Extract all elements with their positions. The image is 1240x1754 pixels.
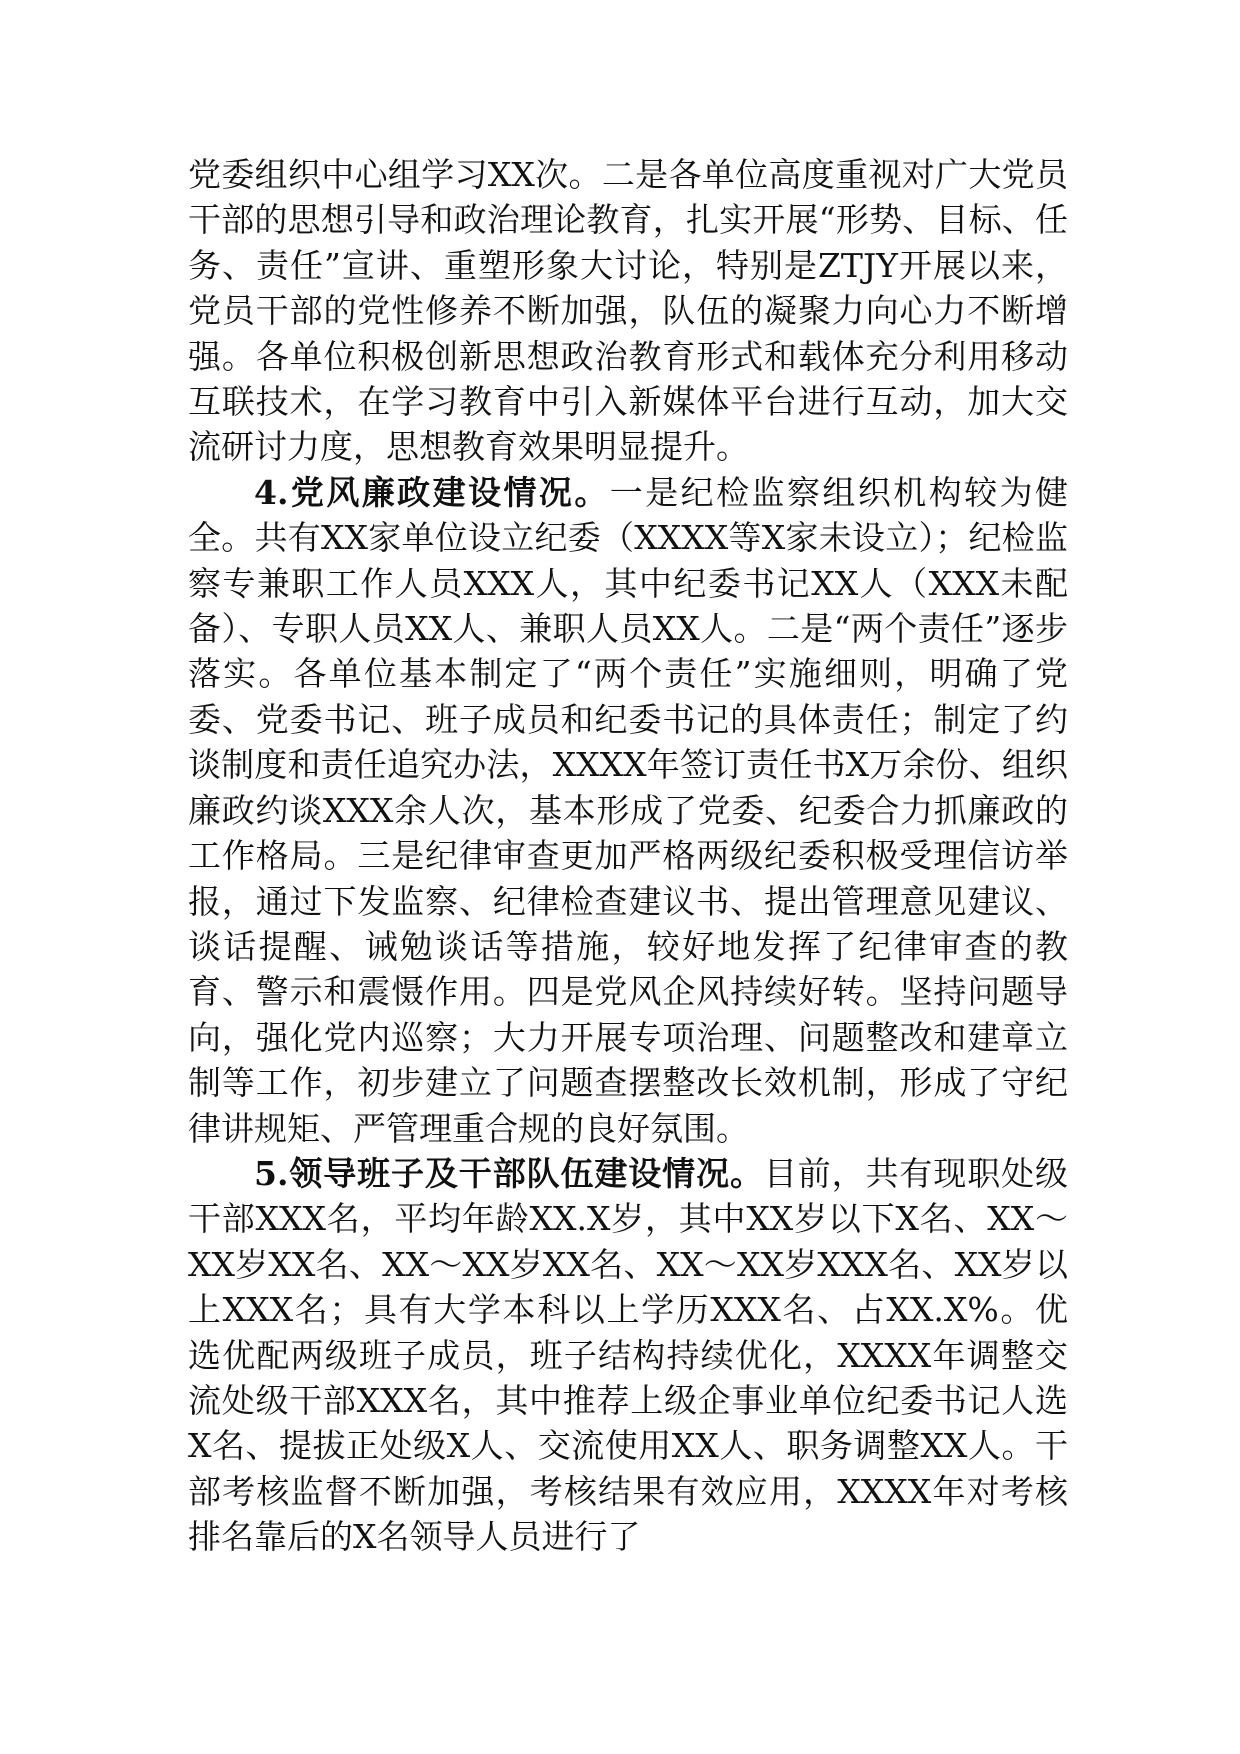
section-heading-4: 4.党风廉政建设情况。 <box>254 472 610 512</box>
paragraph-text: 一是纪检监察组织机构较为健全。共有XX家单位设立纪委（XXXX等X家未设立）；纪检监察专兼职工作人员XXX人，其中纪委书记XX人（XXX未配备）、专职人员XX人、兼职人员XX人。二是“两个责任”逐步落实。各单位基本制定了“两个责任”实施细则，明确了党委、党委书记、班子成员和纪委书记的具体责任；制定了约谈制度和责任追究办法，XXXX年签订责任书X万余份、组织廉政约谈XXX余人次，基本形成了党委、纪委合力抓廉政的工作格局。三是纪律审查更加严格两级纪委积极受理信访举报，通过下发监察、纪律检查建议书、提出管理意见建议、谈话提醒、诫勉谈话等措施，较好地发挥了纪律审查的教育、警示和震慑作用。四是党风企风持续好转。坚持问题导向，强化党内巡察；大力开展专项治理、问题整改和建章立制等工作，初步建立了问题查摆整改长效机制，形成了守纪律讲规矩、严管理重合规的良好氛围。 <box>188 472 1069 1148</box>
paragraph-text: 党委组织中心组学习XX次。二是各单位高度重视对广大党员干部的思想引导和政治理论教育，扎实开展“形势、目标、任务、责任”宣讲、重塑形象大讨论，特别是ZTJY开展以来，党员干部的党性修养不断加强，队伍的凝聚力向心力不断增强。各单位积极创新思想政治教育形式和载体充分利用移动互联技术，在学习教育中引入新媒体平台进行互动，加大交流研讨力度，思想教育效果明显提升。 <box>188 155 1068 467</box>
paragraph-continuation <box>188 152 1068 470</box>
paragraph-party-conduct <box>188 470 1068 1151</box>
paragraph-text: 目前，共有现职处级干部XXX名，平均年龄XX.X岁，其中XX岁以下X名、XX～XX岁XX名、XX～XX岁XX名、XX～XX岁XXX名、XX岁以上XXX名；具有大学本科以上学历XXX名、占XX.X%。优选优配两级班子成员，班子结构持续优化，XXXX年调整交流处级干部XXX名，其中推荐上级企事业单位纪委书记人选X名、提拔正处级X人、交流使用XX人、职务调整XX人。干部考核监督不断加强，考核结果有效应用，XXXX年对考核排名靠后的X名领导人员进行了 <box>188 1153 1069 1557</box>
section-heading-5: 5.领导班子及干部队伍建设情况。 <box>254 1153 764 1193</box>
paragraph-leadership <box>188 1151 1068 1560</box>
document-page <box>188 152 1068 1560</box>
